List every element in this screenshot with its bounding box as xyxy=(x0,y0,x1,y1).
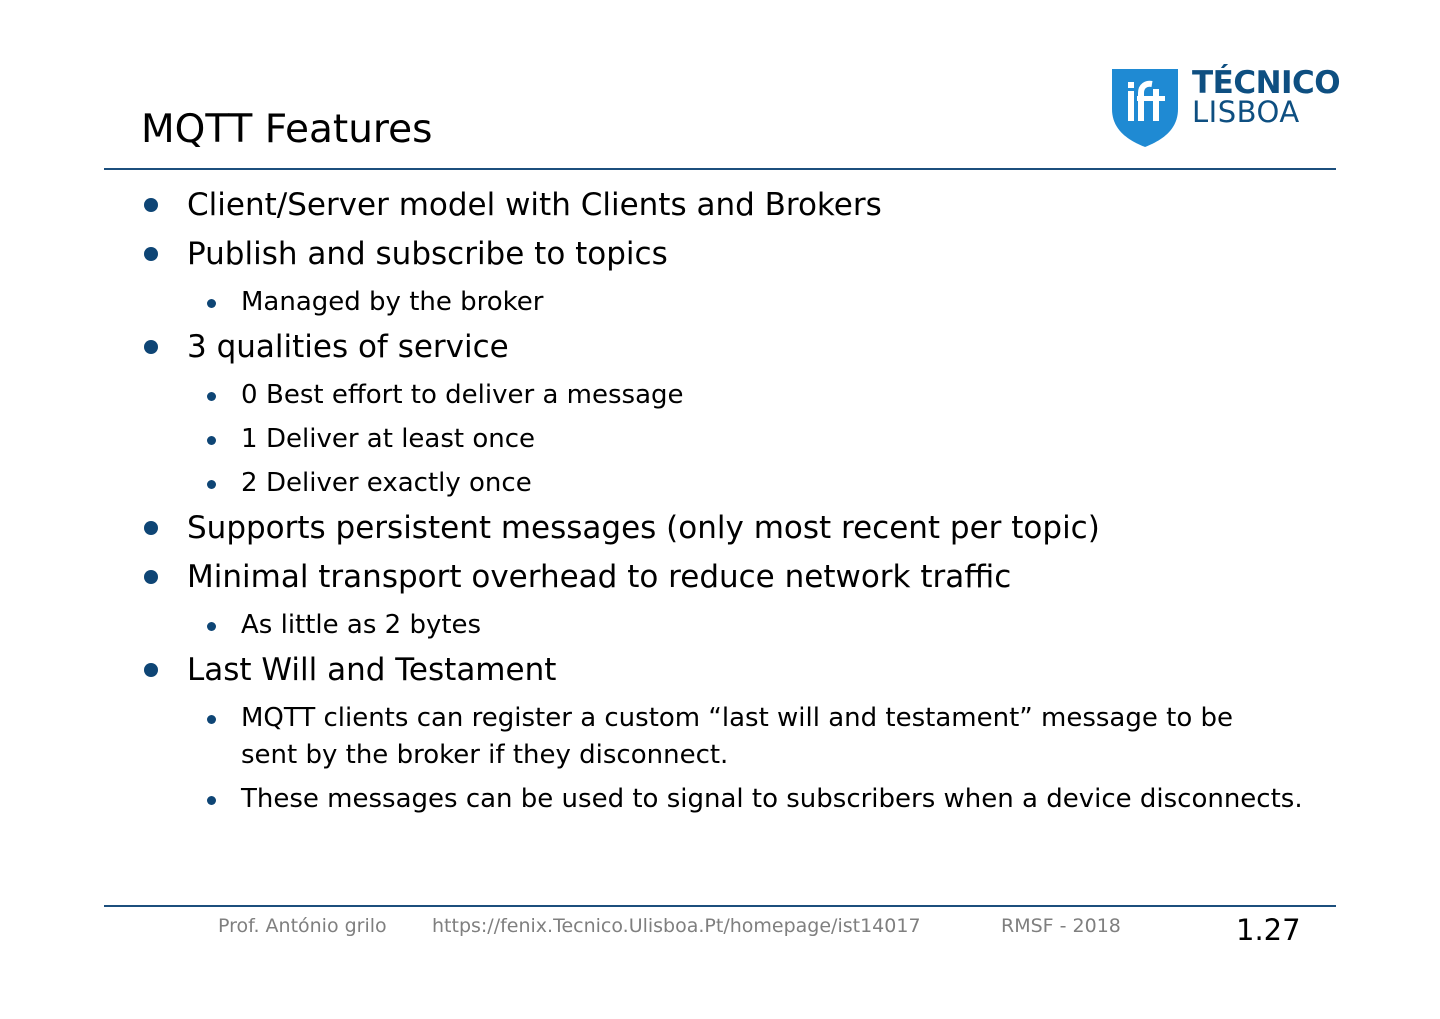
sub-list-item xyxy=(141,377,1321,414)
bullet-dot-icon xyxy=(144,570,158,584)
bullet-list xyxy=(141,186,1321,825)
sub-bullet-text: As little as 2 bytes xyxy=(241,610,482,640)
bullet-text: Minimal transport overhead to reduce network traffic xyxy=(187,559,1012,595)
qos-level: 2 xyxy=(241,468,258,498)
sub-bullet-dot-icon xyxy=(207,796,216,805)
sub-bullet-dot-icon xyxy=(207,480,216,489)
sub-list-item xyxy=(141,700,1241,774)
sub-bullet-dot-icon xyxy=(207,299,216,308)
list-item xyxy=(141,328,1321,366)
list-item xyxy=(141,509,1321,547)
sub-bullet-text: Deliver exactly once xyxy=(266,468,532,498)
bullet-dot-icon xyxy=(144,340,158,354)
bullet-dot-icon xyxy=(144,663,158,677)
sub-bullet-dot-icon xyxy=(207,436,216,445)
bullet-text: Supports persistent messages (only most recent per topic) xyxy=(187,510,1100,546)
bullet-dot-icon xyxy=(144,247,158,261)
bullet-text: Client/Server model with Clients and Brokers xyxy=(187,187,882,223)
footer-author: Prof. António grilo xyxy=(218,915,387,937)
bullet-text: Publish and subscribe to topics xyxy=(187,236,668,272)
sub-list-item xyxy=(141,607,1321,644)
list-item xyxy=(141,651,1321,689)
sub-bullet-text: Deliver at least once xyxy=(266,424,536,454)
bullet-dot-icon xyxy=(144,521,158,535)
sub-bullet-text: Managed by the broker xyxy=(241,287,544,317)
footer-course: RMSF - 2018 xyxy=(1001,915,1121,937)
list-item xyxy=(141,186,1321,224)
sub-list-item xyxy=(141,465,1321,502)
sub-bullet-text: MQTT clients can register a custom “last will and testament” message to be sent by the broker if they disconnect. xyxy=(241,703,1233,770)
ist-shield-icon xyxy=(1110,67,1182,149)
footer-divider xyxy=(104,905,1336,907)
logo-text-tecnico: TÉCNICO xyxy=(1192,65,1341,101)
sub-bullet-text: Best effort to deliver a message xyxy=(266,380,684,410)
bullet-text: Last Will and Testament xyxy=(187,652,557,688)
qos-level: 1 xyxy=(241,424,258,454)
page-number: 1.27 xyxy=(1236,913,1301,947)
sub-bullet-dot-icon xyxy=(207,622,216,631)
sub-list-item xyxy=(141,284,1321,321)
list-item xyxy=(141,558,1321,596)
sub-list-item xyxy=(141,421,1321,458)
footer-url: https://fenix.Tecnico.Ulisboa.Pt/homepage/ist14017 xyxy=(432,915,921,937)
sub-list-item xyxy=(141,781,1341,818)
tecnico-lisboa-logo xyxy=(1110,65,1341,149)
sub-bullet-dot-icon xyxy=(207,715,216,724)
list-item xyxy=(141,235,1321,273)
sub-bullet-dot-icon xyxy=(207,392,216,401)
bullet-text: 3 qualities of service xyxy=(187,329,509,365)
qos-level: 0 xyxy=(241,380,258,410)
logo-text-lisboa: LISBOA xyxy=(1192,95,1300,129)
header-divider xyxy=(104,168,1336,170)
bullet-dot-icon xyxy=(144,198,158,212)
slide-title: MQTT Features xyxy=(141,107,433,152)
sub-bullet-text: These messages can be used to signal to subscribers when a device disconnects. xyxy=(241,784,1303,814)
